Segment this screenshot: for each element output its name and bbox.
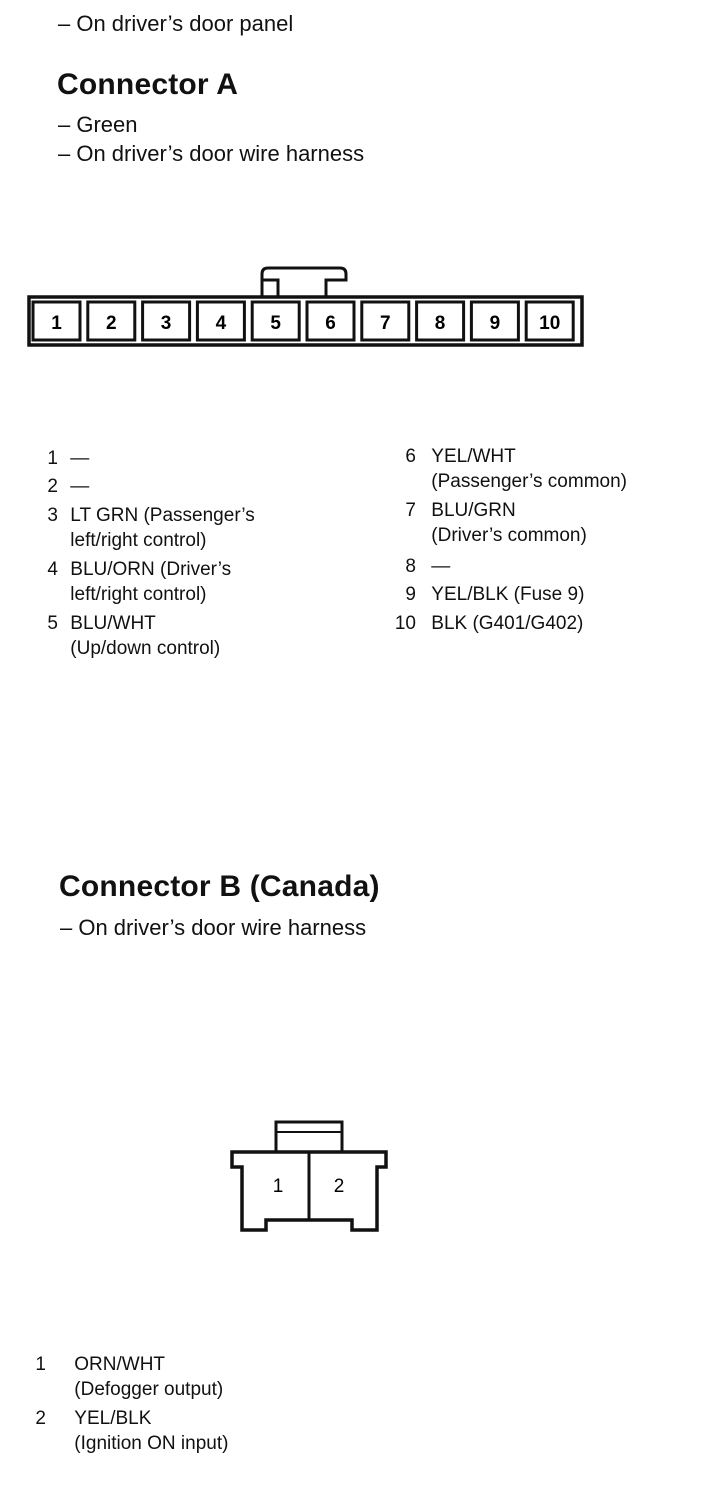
connector-a-pin-label: 6 bbox=[325, 313, 336, 334]
pin-row bbox=[40, 611, 220, 661]
pin-description: — bbox=[70, 448, 90, 469]
connector-a-pin-label: 1 bbox=[51, 313, 62, 334]
pin-number: 1 bbox=[47, 448, 58, 469]
pin-row bbox=[392, 611, 583, 636]
connector-a-pin-label: 10 bbox=[539, 313, 561, 334]
pin-number: 4 bbox=[47, 559, 58, 580]
pin-number: 5 bbox=[47, 613, 58, 634]
pin-description: YEL/WHT (Passenger’s common) bbox=[431, 446, 627, 492]
pin-row bbox=[30, 1406, 228, 1456]
connector-b-diagram bbox=[0, 1112, 704, 1242]
connector-a-note-location: – On driver’s door wire harness bbox=[58, 141, 365, 166]
connector-a-pin-label: 5 bbox=[270, 313, 281, 334]
connector-b-lock-tab bbox=[276, 1122, 342, 1152]
pin-number: 3 bbox=[47, 505, 58, 526]
pin-number: 8 bbox=[405, 556, 416, 577]
pin-row bbox=[392, 582, 584, 607]
connector-a-pin-label: 4 bbox=[215, 313, 227, 334]
connector-a-pin-label: 8 bbox=[434, 313, 446, 334]
connector-a-pin-label: 9 bbox=[489, 313, 501, 334]
pin-description: — bbox=[431, 556, 451, 577]
connector-b-pin-label: 2 bbox=[333, 1176, 345, 1197]
pin-row bbox=[392, 498, 587, 548]
pin-description: BLK (G401/G402) bbox=[431, 613, 584, 634]
pin-row bbox=[392, 554, 450, 579]
pin-number: 2 bbox=[47, 476, 58, 497]
connector-a-title: Connector A bbox=[57, 68, 239, 101]
connector-b-pin-label: 1 bbox=[272, 1176, 284, 1197]
pin-description: BLU/WHT (Up/down control) bbox=[70, 613, 221, 659]
connector-a-lock-tab bbox=[262, 268, 346, 297]
pin-row bbox=[40, 446, 89, 471]
pin-description: YEL/BLK (Fuse 9) bbox=[431, 584, 585, 605]
pin-number: 10 bbox=[394, 613, 416, 634]
connector-b-title: Connector B (Canada) bbox=[59, 870, 380, 903]
pin-number: 1 bbox=[35, 1354, 46, 1375]
connector-a-note-color: – Green bbox=[58, 112, 138, 137]
intro-line: – On driver’s door panel bbox=[58, 11, 294, 36]
pin-row bbox=[40, 474, 89, 499]
connector-a-pin-label: 7 bbox=[380, 313, 391, 334]
pin-description: BLU/GRN (Driver’s common) bbox=[431, 500, 587, 546]
connector-b-note-location: – On driver’s door wire harness bbox=[60, 915, 367, 940]
pin-description: YEL/BLK (Ignition ON input) bbox=[74, 1408, 229, 1454]
connector-a-diagram bbox=[0, 262, 704, 362]
pin-row bbox=[40, 503, 255, 553]
pin-description: — bbox=[70, 476, 90, 497]
pin-row bbox=[30, 1352, 223, 1402]
connector-a-pin-label: 3 bbox=[160, 313, 172, 334]
pin-row bbox=[392, 444, 627, 494]
pin-description: LT GRN (Passenger’s left/right control) bbox=[70, 505, 255, 551]
connector-a-pin-label: 2 bbox=[106, 313, 117, 334]
pin-number: 6 bbox=[405, 446, 416, 467]
pin-number: 7 bbox=[405, 500, 416, 521]
pin-row bbox=[40, 557, 231, 607]
pin-number: 9 bbox=[405, 584, 416, 605]
pin-description: BLU/ORN (Driver’s left/right control) bbox=[70, 559, 232, 605]
pin-description: ORN/WHT (Defogger output) bbox=[74, 1354, 224, 1400]
pin-number: 2 bbox=[35, 1408, 46, 1429]
